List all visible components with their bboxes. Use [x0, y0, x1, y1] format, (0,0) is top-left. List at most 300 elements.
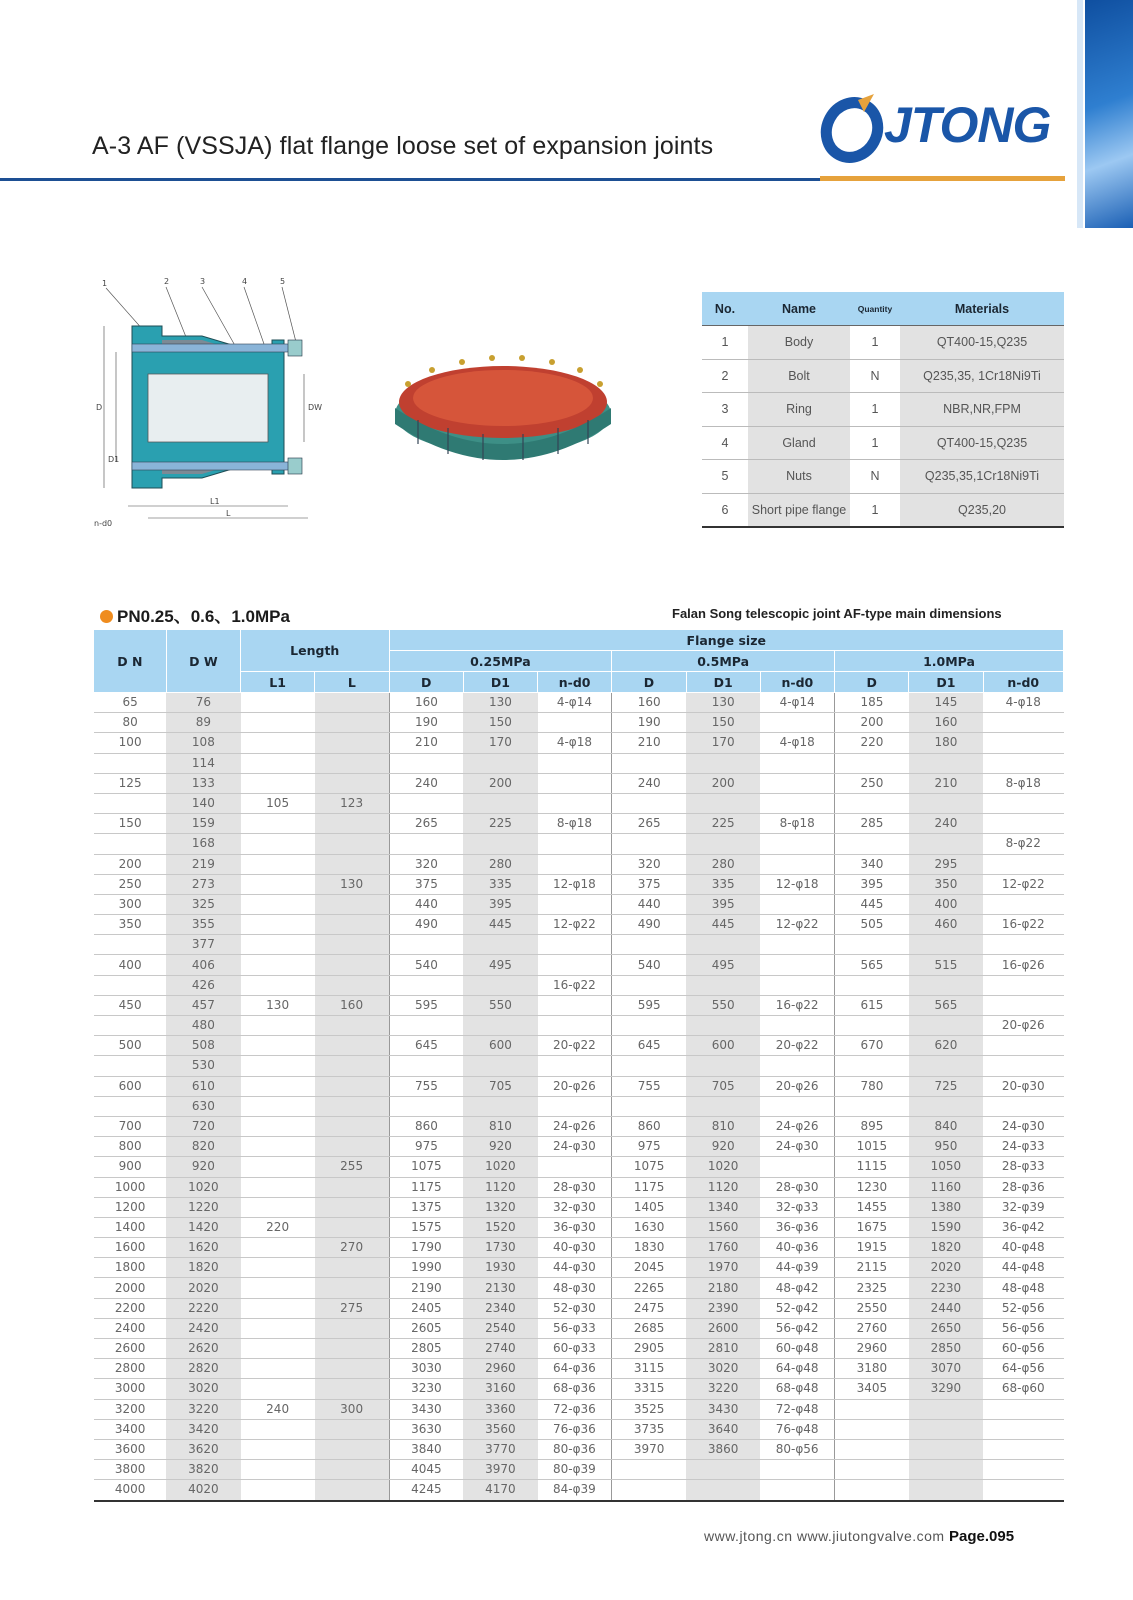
- table-cell: 610: [166, 1076, 240, 1096]
- table-cell: [463, 1016, 537, 1036]
- table-cell: 36-φ30: [538, 1217, 612, 1237]
- table-cell: 440: [389, 894, 463, 914]
- table-cell: 3030: [389, 1359, 463, 1379]
- table-cell: 950: [909, 1137, 983, 1157]
- table-cell: 400: [909, 894, 983, 914]
- table-cell: [241, 894, 315, 914]
- table-row: [94, 834, 1064, 854]
- table-cell: 295: [909, 854, 983, 874]
- table-cell: [983, 1480, 1063, 1501]
- table-cell: [835, 1096, 909, 1116]
- table-cell: [241, 1480, 315, 1501]
- table-row: [94, 854, 1064, 874]
- table-cell: [241, 1339, 315, 1359]
- table-row: [94, 1177, 1064, 1197]
- table-cell: [983, 713, 1063, 733]
- table-cell: 1230: [835, 1177, 909, 1197]
- table-cell: 3220: [686, 1379, 760, 1399]
- table-cell: 3860: [686, 1439, 760, 1459]
- table-cell: 550: [686, 995, 760, 1015]
- table-cell: [538, 713, 612, 733]
- parts-cell: Ring: [748, 393, 850, 427]
- table-cell: 210: [612, 733, 686, 753]
- table-cell: 1820: [166, 1258, 240, 1278]
- table-cell: 2420: [166, 1318, 240, 1338]
- table-row: [94, 1258, 1064, 1278]
- table-row: [94, 935, 1064, 955]
- product-photo: [388, 348, 618, 470]
- table-cell: 500: [94, 1036, 166, 1056]
- table-cell: [760, 753, 834, 773]
- header-nd0: n-d0: [538, 672, 612, 693]
- logo-swirl-icon: [820, 90, 886, 170]
- table-cell: 60-φ56: [983, 1339, 1063, 1359]
- table-row: [94, 1298, 1064, 1318]
- table-cell: 1050: [909, 1157, 983, 1177]
- table-cell: 3840: [389, 1439, 463, 1459]
- table-cell: 89: [166, 713, 240, 733]
- table-cell: [686, 935, 760, 955]
- header-l: L: [315, 672, 389, 693]
- table-row: [94, 1278, 1064, 1298]
- table-cell: 65: [94, 693, 166, 713]
- table-cell: [315, 1258, 389, 1278]
- parts-cell: 1: [850, 326, 900, 360]
- table-cell: 20-φ30: [983, 1076, 1063, 1096]
- table-cell: 975: [389, 1137, 463, 1157]
- table-cell: 68-φ60: [983, 1379, 1063, 1399]
- table-cell: 335: [463, 874, 537, 894]
- parts-cell: 3: [702, 393, 748, 427]
- table-cell: 550: [463, 995, 537, 1015]
- table-cell: 1830: [612, 1238, 686, 1258]
- table-cell: 52-φ56: [983, 1298, 1063, 1318]
- table-cell: 755: [389, 1076, 463, 1096]
- table-cell: [835, 793, 909, 813]
- table-cell: 240: [909, 814, 983, 834]
- table-cell: 16-φ22: [538, 975, 612, 995]
- table-cell: 2905: [612, 1339, 686, 1359]
- table-cell: [909, 1460, 983, 1480]
- table-cell: 56-φ33: [538, 1318, 612, 1338]
- parts-cell: 2: [702, 359, 748, 393]
- label-L1: L1: [210, 497, 220, 506]
- header-d1: D1: [463, 672, 537, 693]
- table-cell: 3630: [389, 1419, 463, 1439]
- table-cell: 1175: [389, 1177, 463, 1197]
- table-cell: [315, 1197, 389, 1217]
- table-cell: [315, 1096, 389, 1116]
- table-row: [94, 915, 1064, 935]
- table-cell: [315, 1460, 389, 1480]
- table-cell: 2000: [94, 1278, 166, 1298]
- table-cell: [538, 935, 612, 955]
- table-cell: 350: [909, 874, 983, 894]
- table-cell: [463, 935, 537, 955]
- table-cell: [241, 1056, 315, 1076]
- table-cell: 320: [389, 854, 463, 874]
- table-cell: 130: [686, 693, 760, 713]
- table-cell: 450: [94, 995, 166, 1015]
- table-cell: 220: [241, 1217, 315, 1237]
- table-cell: [463, 975, 537, 995]
- table-cell: [538, 1016, 612, 1036]
- table-cell: [538, 773, 612, 793]
- table-cell: 1075: [389, 1157, 463, 1177]
- table-cell: [315, 733, 389, 753]
- table-row: [94, 1318, 1064, 1338]
- table-row: [94, 733, 1064, 753]
- table-cell: 130: [315, 874, 389, 894]
- table-cell: 280: [463, 854, 537, 874]
- table-cell: 160: [612, 693, 686, 713]
- table-cell: [983, 1036, 1063, 1056]
- table-cell: 48-φ48: [983, 1278, 1063, 1298]
- table-cell: 12-φ18: [538, 874, 612, 894]
- table-cell: [612, 1480, 686, 1501]
- table-cell: 16-φ26: [983, 955, 1063, 975]
- header-length: Length: [241, 630, 390, 672]
- table-cell: 975: [612, 1137, 686, 1157]
- table-cell: 1320: [463, 1197, 537, 1217]
- table-cell: [760, 894, 834, 914]
- table-cell: 1120: [463, 1177, 537, 1197]
- table-cell: 265: [612, 814, 686, 834]
- table-row: [94, 753, 1064, 773]
- table-cell: 1990: [389, 1258, 463, 1278]
- table-row: [94, 1217, 1064, 1237]
- table-cell: [389, 1056, 463, 1076]
- table-cell: 130: [241, 995, 315, 1015]
- table-cell: 1600: [94, 1238, 166, 1258]
- table-cell: 505: [835, 915, 909, 935]
- table-cell: [686, 975, 760, 995]
- table-cell: [315, 975, 389, 995]
- table-cell: 860: [612, 1116, 686, 1136]
- table-cell: [94, 1096, 166, 1116]
- table-cell: [315, 713, 389, 733]
- table-cell: 1730: [463, 1238, 537, 1258]
- table-cell: [983, 753, 1063, 773]
- table-row: [94, 1137, 1064, 1157]
- table-cell: [241, 955, 315, 975]
- table-row: [94, 1439, 1064, 1459]
- table-cell: 240: [389, 773, 463, 793]
- table-cell: 150: [463, 713, 537, 733]
- callout-2: 2: [164, 278, 170, 286]
- table-cell: 52-φ42: [760, 1298, 834, 1318]
- table-cell: 2130: [463, 1278, 537, 1298]
- table-cell: 3180: [835, 1359, 909, 1379]
- table-cell: 2190: [389, 1278, 463, 1298]
- table-row: [94, 1399, 1064, 1419]
- table-cell: 2760: [835, 1318, 909, 1338]
- table-cell: [612, 793, 686, 813]
- table-cell: [909, 1399, 983, 1419]
- table-cell: 200: [463, 773, 537, 793]
- table-cell: 900: [94, 1157, 166, 1177]
- table-cell: 1015: [835, 1137, 909, 1157]
- table-cell: 426: [166, 975, 240, 995]
- table-cell: 64-φ48: [760, 1359, 834, 1379]
- table-row: [94, 1379, 1064, 1399]
- table-cell: 3400: [94, 1419, 166, 1439]
- table-cell: 3820: [166, 1460, 240, 1480]
- table-cell: [389, 975, 463, 995]
- table-cell: [241, 814, 315, 834]
- table-cell: 180: [909, 733, 983, 753]
- parts-row: [702, 326, 1064, 360]
- table-cell: 160: [389, 693, 463, 713]
- table-cell: 630: [166, 1096, 240, 1116]
- table-cell: 530: [166, 1056, 240, 1076]
- table-cell: 490: [389, 915, 463, 935]
- table-cell: [538, 955, 612, 975]
- table-cell: 240: [241, 1399, 315, 1419]
- table-cell: [241, 753, 315, 773]
- table-cell: 160: [909, 713, 983, 733]
- table-cell: 280: [686, 854, 760, 874]
- table-cell: 1220: [166, 1197, 240, 1217]
- parts-row: [702, 460, 1064, 494]
- table-cell: [909, 1439, 983, 1459]
- table-cell: 108: [166, 733, 240, 753]
- parts-cell: N: [850, 359, 900, 393]
- table-cell: 2820: [166, 1359, 240, 1379]
- table-cell: 755: [612, 1076, 686, 1096]
- table-cell: 4-φ18: [760, 733, 834, 753]
- table-cell: [463, 793, 537, 813]
- table-cell: [983, 1096, 1063, 1116]
- table-cell: [983, 975, 1063, 995]
- table-cell: 12-φ22: [760, 915, 834, 935]
- table-cell: [241, 834, 315, 854]
- table-cell: 2960: [463, 1359, 537, 1379]
- table-cell: [241, 1096, 315, 1116]
- table-cell: 1000: [94, 1177, 166, 1197]
- table-cell: 2685: [612, 1318, 686, 1338]
- parts-cell: Gland: [748, 426, 850, 460]
- table-cell: [760, 854, 834, 874]
- table-cell: 3970: [612, 1439, 686, 1459]
- table-cell: [315, 1177, 389, 1197]
- table-cell: 1200: [94, 1197, 166, 1217]
- table-cell: [835, 935, 909, 955]
- table-cell: 670: [835, 1036, 909, 1056]
- table-row: [94, 894, 1064, 914]
- label-L: L: [226, 509, 231, 518]
- table-cell: 810: [463, 1116, 537, 1136]
- table-cell: 168: [166, 834, 240, 854]
- table-cell: 508: [166, 1036, 240, 1056]
- table-cell: 2650: [909, 1318, 983, 1338]
- table-cell: [315, 1217, 389, 1237]
- callout-1: 1: [102, 279, 108, 288]
- table-cell: [686, 1016, 760, 1036]
- table-cell: [315, 955, 389, 975]
- table-cell: 200: [94, 854, 166, 874]
- table-cell: [315, 1318, 389, 1338]
- table-cell: 780: [835, 1076, 909, 1096]
- table-cell: [241, 1298, 315, 1318]
- table-cell: [983, 733, 1063, 753]
- table-cell: 225: [463, 814, 537, 834]
- table-cell: 406: [166, 955, 240, 975]
- table-cell: [686, 1056, 760, 1076]
- table-cell: 4170: [463, 1480, 537, 1501]
- table-cell: [538, 894, 612, 914]
- table-cell: [760, 834, 834, 854]
- table-cell: 840: [909, 1116, 983, 1136]
- table-cell: 123: [315, 793, 389, 813]
- table-cell: 20-φ22: [760, 1036, 834, 1056]
- table-cell: [315, 1339, 389, 1359]
- header-pressure-10: 1.0MPa: [835, 651, 1064, 672]
- table-cell: [983, 793, 1063, 813]
- table-cell: 2605: [389, 1318, 463, 1338]
- table-cell: 2805: [389, 1339, 463, 1359]
- table-row: [94, 1116, 1064, 1136]
- table-cell: [909, 1056, 983, 1076]
- table-cell: 540: [389, 955, 463, 975]
- table-cell: 28-φ36: [983, 1177, 1063, 1197]
- table-cell: 24-φ26: [760, 1116, 834, 1136]
- table-cell: 2400: [94, 1318, 166, 1338]
- table-cell: [389, 1096, 463, 1116]
- table-cell: [983, 894, 1063, 914]
- table-cell: [315, 753, 389, 773]
- table-cell: [909, 1016, 983, 1036]
- table-cell: [760, 1460, 834, 1480]
- table-cell: 3640: [686, 1419, 760, 1439]
- table-cell: 1820: [909, 1238, 983, 1258]
- table-cell: [760, 713, 834, 733]
- table-cell: [686, 1460, 760, 1480]
- table-cell: [241, 1157, 315, 1177]
- table-cell: [241, 1419, 315, 1439]
- table-cell: 80-φ56: [760, 1439, 834, 1459]
- table-cell: 185: [835, 693, 909, 713]
- table-cell: 28-φ33: [983, 1157, 1063, 1177]
- table-cell: 40-φ30: [538, 1238, 612, 1258]
- table-cell: 2740: [463, 1339, 537, 1359]
- parts-cell: 1: [850, 393, 900, 427]
- table-cell: [389, 834, 463, 854]
- table-cell: [686, 1480, 760, 1501]
- table-cell: 800: [94, 1137, 166, 1157]
- table-cell: [315, 1016, 389, 1036]
- table-row: [94, 1016, 1064, 1036]
- table-cell: 2540: [463, 1318, 537, 1338]
- table-cell: [241, 1116, 315, 1136]
- table-cell: [538, 1096, 612, 1116]
- table-cell: [241, 1197, 315, 1217]
- table-cell: 3020: [166, 1379, 240, 1399]
- table-cell: 40-φ48: [983, 1238, 1063, 1258]
- table-cell: 28-φ30: [760, 1177, 834, 1197]
- table-cell: [315, 1419, 389, 1439]
- page-number: Page.095: [949, 1528, 1015, 1545]
- table-cell: 76: [166, 693, 240, 713]
- table-cell: 60-φ33: [538, 1339, 612, 1359]
- table-cell: [241, 1238, 315, 1258]
- table-cell: 4-φ14: [760, 693, 834, 713]
- dimensions-table: [94, 630, 1064, 1502]
- table-cell: 2850: [909, 1339, 983, 1359]
- table-row: [94, 1197, 1064, 1217]
- table-cell: 20-φ26: [538, 1076, 612, 1096]
- parts-header-materials: Materials: [900, 292, 1064, 326]
- table-cell: 40-φ36: [760, 1238, 834, 1258]
- table-cell: [315, 854, 389, 874]
- table-cell: 200: [686, 773, 760, 793]
- table-cell: 3620: [166, 1439, 240, 1459]
- table-cell: [760, 1480, 834, 1501]
- table-cell: [315, 1480, 389, 1501]
- parts-row: [702, 493, 1064, 527]
- table-cell: 595: [612, 995, 686, 1015]
- table-cell: [315, 1076, 389, 1096]
- table-cell: [241, 1177, 315, 1197]
- table-cell: 270: [315, 1238, 389, 1258]
- table-cell: 4000: [94, 1480, 166, 1501]
- table-cell: [983, 1439, 1063, 1459]
- table-cell: 600: [463, 1036, 537, 1056]
- table-cell: 190: [612, 713, 686, 733]
- table-cell: 395: [835, 874, 909, 894]
- table-cell: 445: [835, 894, 909, 914]
- table-cell: [241, 1318, 315, 1338]
- table-cell: [241, 1278, 315, 1298]
- table-cell: 84-φ39: [538, 1480, 612, 1501]
- table-cell: 3220: [166, 1399, 240, 1419]
- table-cell: [538, 995, 612, 1015]
- table-cell: 2405: [389, 1298, 463, 1318]
- table-cell: 1590: [909, 1217, 983, 1237]
- table-cell: [686, 834, 760, 854]
- table-cell: 72-φ36: [538, 1399, 612, 1419]
- table-cell: 350: [94, 915, 166, 935]
- table-cell: [463, 1096, 537, 1116]
- table-cell: 2600: [94, 1339, 166, 1359]
- table-cell: [909, 1419, 983, 1439]
- parts-row: [702, 393, 1064, 427]
- table-cell: [909, 1096, 983, 1116]
- table-cell: [686, 793, 760, 813]
- table-row: [94, 793, 1064, 813]
- table-cell: 3560: [463, 1419, 537, 1439]
- table-cell: 620: [909, 1036, 983, 1056]
- table-cell: 2180: [686, 1278, 760, 1298]
- table-cell: 1560: [686, 1217, 760, 1237]
- table-cell: [315, 915, 389, 935]
- table-cell: 2810: [686, 1339, 760, 1359]
- table-cell: 80-φ39: [538, 1460, 612, 1480]
- table-cell: 125: [94, 773, 166, 793]
- table-cell: [241, 874, 315, 894]
- table-cell: [835, 975, 909, 995]
- table-cell: [686, 1096, 760, 1116]
- table-cell: [538, 854, 612, 874]
- table-cell: 460: [909, 915, 983, 935]
- table-cell: [835, 1016, 909, 1036]
- table-cell: [389, 793, 463, 813]
- table-cell: 1970: [686, 1258, 760, 1278]
- parts-cell: 1: [702, 326, 748, 360]
- table-cell: [315, 1116, 389, 1136]
- table-cell: 200: [835, 713, 909, 733]
- table-cell: 400: [94, 955, 166, 975]
